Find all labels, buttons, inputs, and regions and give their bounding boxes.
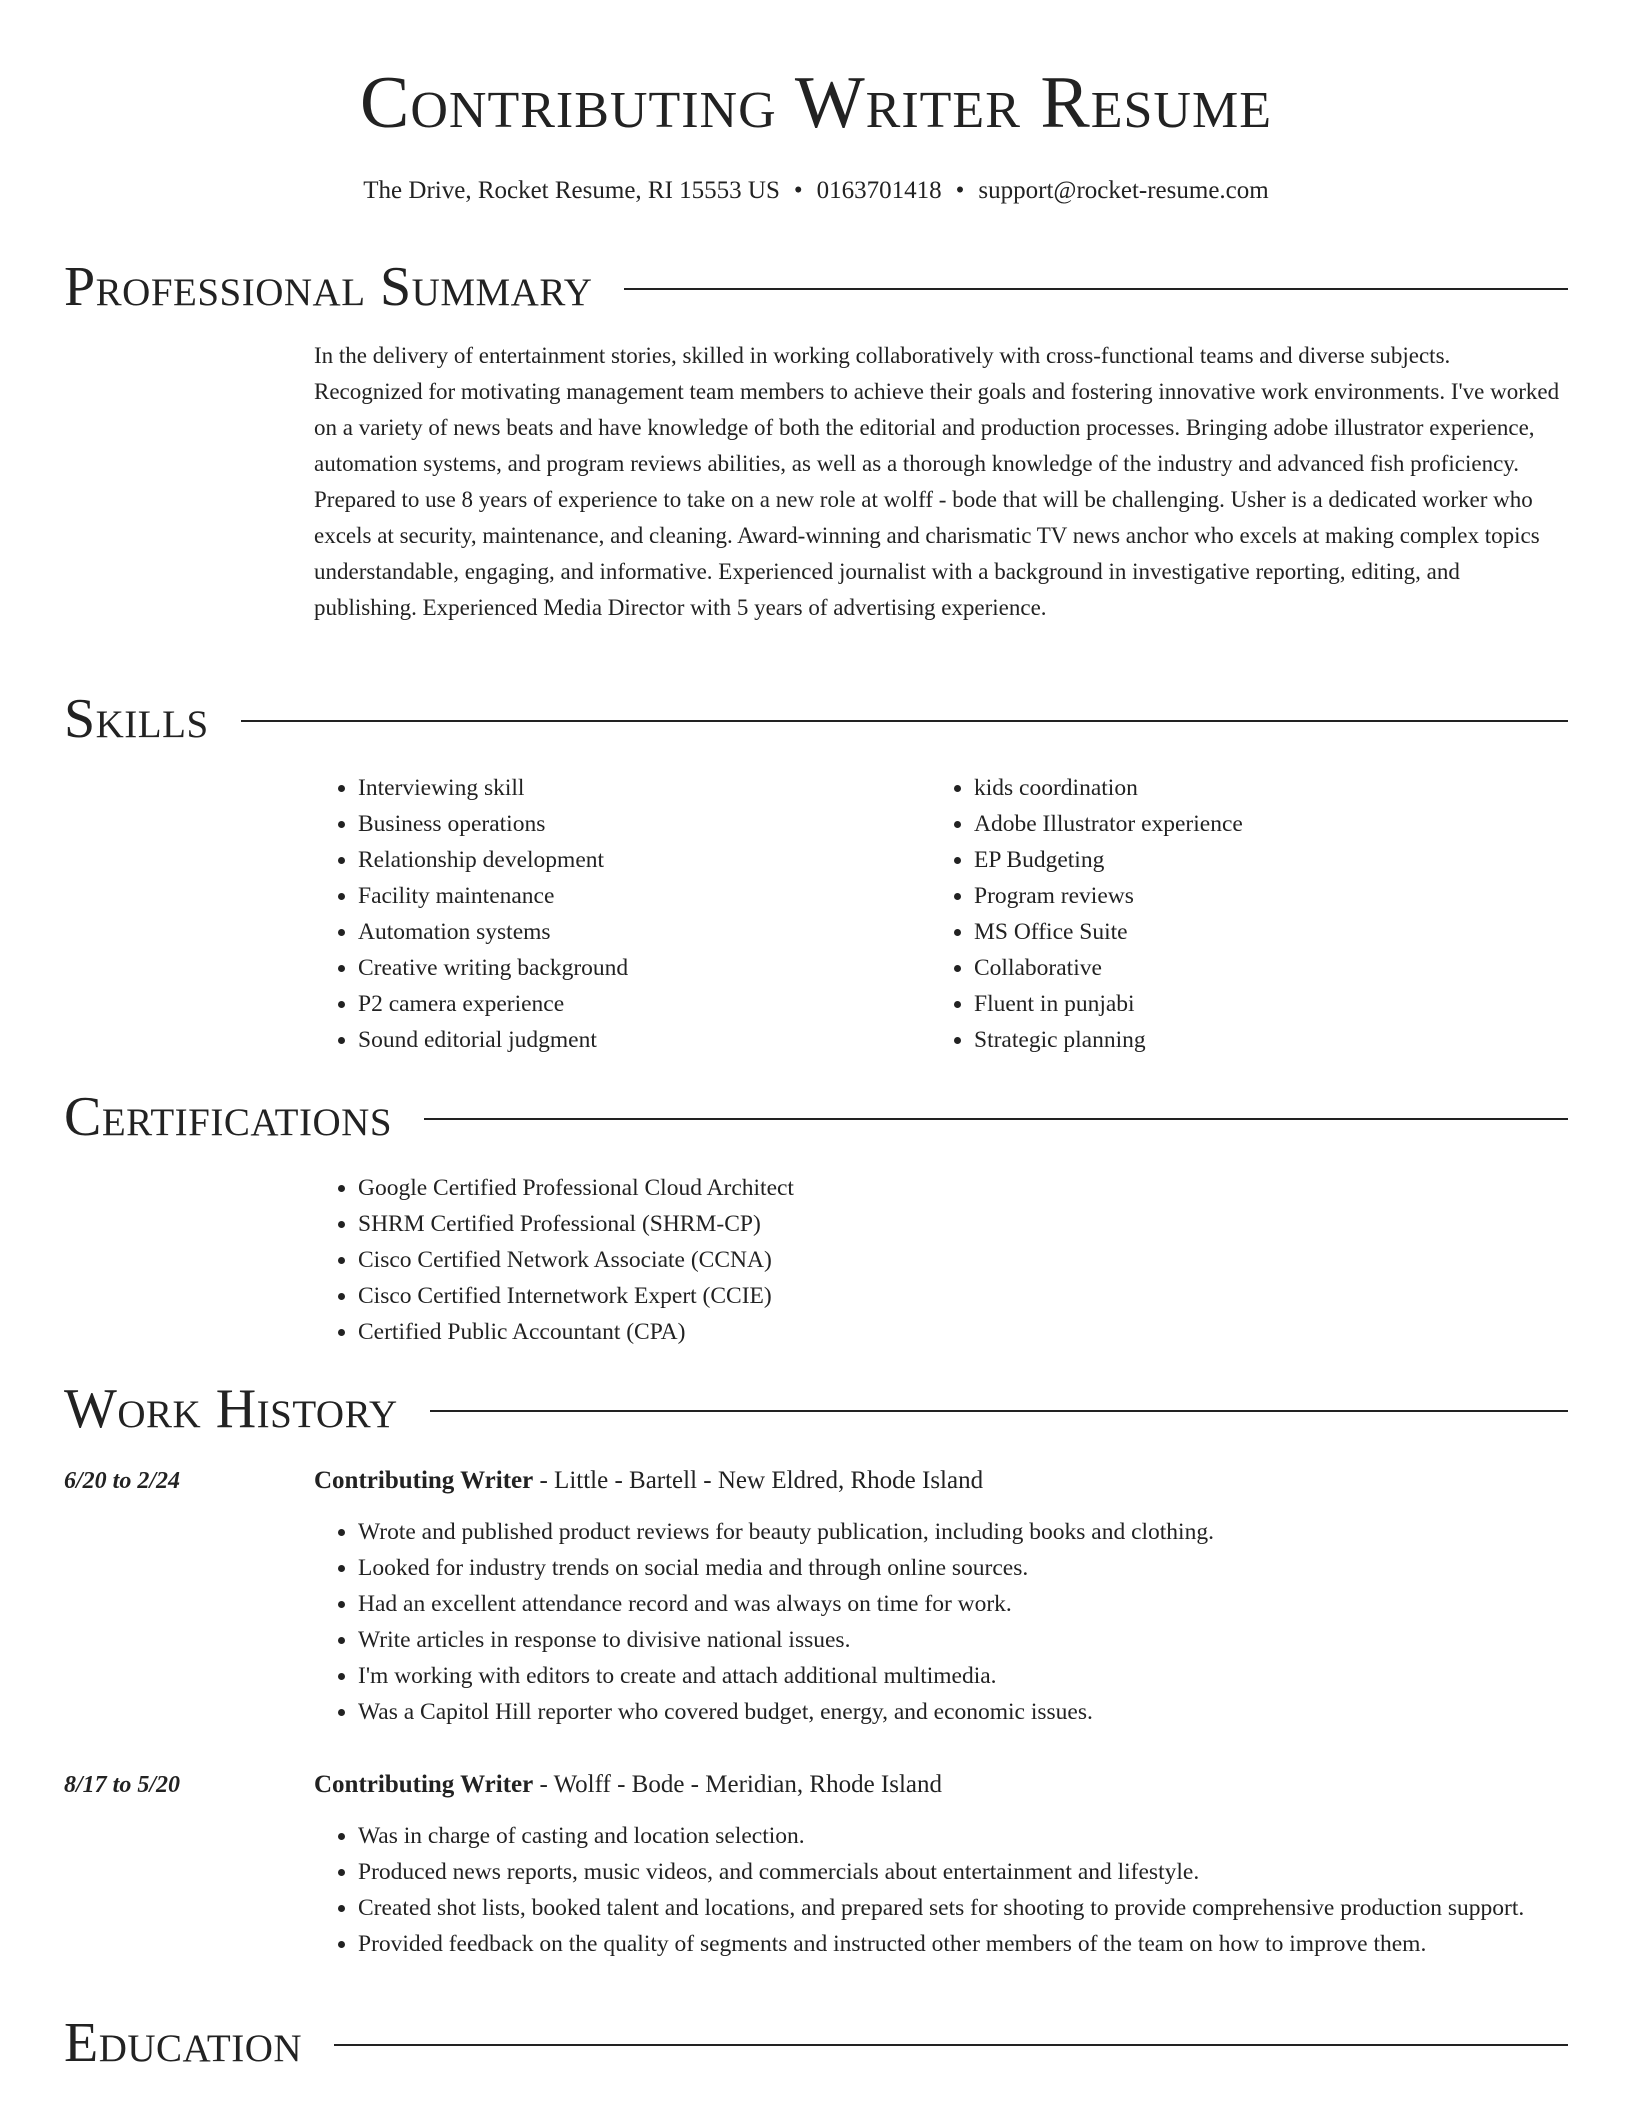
section-divider (424, 1118, 1568, 1120)
job-company: - Little - Bartell - New Eldred, Rhode Island (533, 1467, 984, 1494)
contact-separator: • (955, 177, 965, 204)
contact-separator: • (793, 177, 803, 204)
contact-address: The Drive, Rocket Resume, RI 15553 US (363, 177, 780, 204)
skill-item: • Strategic planning (974, 1022, 1490, 1058)
section-header-certifications (64, 1082, 1568, 1152)
section-title-work-history: Work History (64, 1378, 398, 1440)
skills-column-left (314, 770, 874, 1058)
responsibility-item: • Write articles in response to divisive national issues. (358, 1622, 1568, 1658)
skill-item: • MS Office Suite (974, 914, 1490, 950)
responsibility-item: • Looked for industry trends on social media and through online sources. (358, 1550, 1568, 1586)
responsibility-item: • Wrote and published product reviews for beauty publication, including books and clothing. (358, 1514, 1568, 1550)
responsibility-item: • Created shot lists, booked talent and locations, and prepared sets for shooting to provide comprehensive production support. (358, 1890, 1568, 1926)
job-dates: 8/17 to 5/20 (64, 1772, 181, 1798)
section-title-education: Education (64, 2012, 303, 2074)
section-title-summary: Professional Summary (64, 256, 593, 318)
skill-item: • P2 camera experience (358, 986, 874, 1022)
skill-item: • Relationship development (358, 842, 874, 878)
certification-item: • Certified Public Accountant (CPA) (358, 1314, 1214, 1350)
certification-item: • SHRM Certified Professional (SHRM-CP) (358, 1206, 1214, 1242)
section-divider (241, 720, 1568, 722)
job-title: Contributing Writer (314, 1467, 534, 1494)
skill-item: • Interviewing skill (358, 770, 874, 806)
responsibility-item: • Was a Capitol Hill reporter who covered budget, energy, and economic issues. (358, 1694, 1568, 1730)
skill-item: • Sound editorial judgment (358, 1022, 874, 1058)
section-header-summary (64, 252, 1568, 322)
certification-item: • Google Certified Professional Cloud Architect (358, 1170, 1214, 1206)
certification-item: • Cisco Certified Internetwork Expert (CCIE) (358, 1278, 1214, 1314)
responsibility-item: • Provided feedback on the quality of segments and instructed other members of the team on how to improve them. (358, 1926, 1568, 1962)
skill-item: • EP Budgeting (974, 842, 1490, 878)
skill-item: • Automation systems (358, 914, 874, 950)
summary-paragraph: In the delivery of entertainment stories, skilled in working collaboratively with cross-functional teams and diverse subjects. Recognized for motivating management team members to achieve their goals and fostering innovative work environments. I've worked on a variety of news beats and have knowledge of both the editorial and production processes. Bringing adobe illustrator experience, automation systems, and program reviews abilities, as well as a thorough knowledge of the industry and advanced fish proficiency. Prepared to use 8 years of experience to take on a new role at wolff - bode that will be challenging. Usher is a dedicated worker who excels at security, maintenance, and cleaning. Award-winning and charismatic TV news anchor who excels at making complex topics understandable, engaging, and informative. Experienced journalist with a background in investigative reporting, editing, and publishing. Experienced Media Director with 5 years of advertising experience. (314, 343, 1560, 620)
contact-line (0, 174, 1632, 208)
job-heading (314, 1768, 942, 1802)
section-divider (624, 288, 1568, 290)
skill-item: • Program reviews (974, 878, 1490, 914)
section-divider (334, 2044, 1568, 2046)
section-header-work-history (64, 1374, 1568, 1444)
skills-column-right (930, 770, 1490, 1058)
job-company: - Wolff - Bode - Meridian, Rhode Island (533, 1771, 943, 1798)
responsibility-item: • Produced news reports, music videos, and commercials about entertainment and lifestyle. (358, 1854, 1568, 1890)
skill-item: • kids coordination (974, 770, 1490, 806)
responsibility-item: • Was in charge of casting and location selection. (358, 1818, 1568, 1854)
certifications-list (314, 1170, 1214, 1350)
skill-item: • Business operations (358, 806, 874, 842)
section-title-skills: Skills (64, 688, 209, 750)
skill-item: • Adobe Illustrator experience (974, 806, 1490, 842)
job-dates: 6/20 to 2/24 (64, 1468, 181, 1494)
responsibility-item: • I'm working with editors to create and attach additional multimedia. (358, 1658, 1568, 1694)
section-header-skills (64, 684, 1568, 754)
responsibility-item: • Had an excellent attendance record and was always on time for work. (358, 1586, 1568, 1622)
section-divider (430, 1410, 1568, 1412)
job-responsibilities (314, 1514, 1568, 1730)
job-responsibilities (314, 1818, 1568, 1962)
skill-item: • Facility maintenance (358, 878, 874, 914)
contact-phone: 0163701418 (816, 177, 942, 204)
job-heading (314, 1464, 983, 1498)
job-title: Contributing Writer (314, 1771, 534, 1798)
section-header-education (64, 2008, 1568, 2078)
certification-item: • Cisco Certified Network Associate (CCNA) (358, 1242, 1214, 1278)
skill-item: • Creative writing background (358, 950, 874, 986)
contact-email: support@rocket-resume.com (978, 177, 1269, 204)
skill-item: • Collaborative (974, 950, 1490, 986)
resume-title: Contributing Writer Resume (360, 62, 1272, 144)
section-title-certifications: Certifications (64, 1086, 393, 1148)
skill-item: • Fluent in punjabi (974, 986, 1490, 1022)
